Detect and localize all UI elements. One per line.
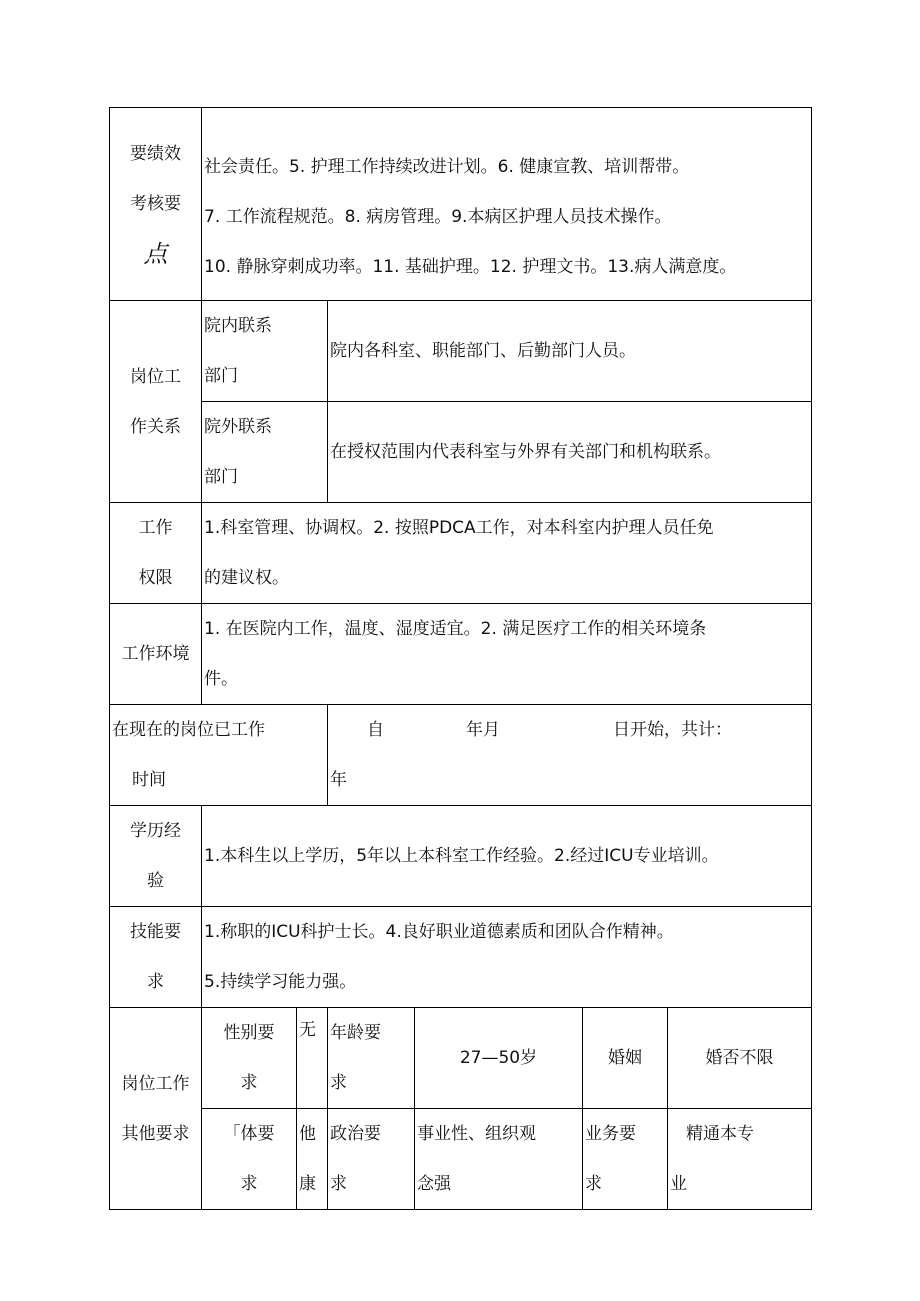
education-content: 1.本科生以上学历，5年以上本科室工作经验。2.经过ICU专业培训。 <box>202 806 812 907</box>
other-row-2 <box>110 1109 812 1210</box>
tenure-years: 年 <box>330 770 347 790</box>
label-line: 部门 <box>204 467 238 487</box>
performance-row <box>110 108 812 301</box>
value-line: 精通本专 <box>686 1124 754 1144</box>
body-label <box>202 1109 297 1210</box>
tenure-row <box>110 705 812 806</box>
job-description-table <box>109 107 812 1210</box>
label-line: 验 <box>147 871 164 891</box>
business-value <box>668 1109 812 1210</box>
internal-contact-label <box>202 301 328 402</box>
label-line: 要绩效 <box>130 144 181 164</box>
label-line: 年龄要 <box>330 1023 381 1043</box>
value-line: 康 <box>299 1174 316 1194</box>
environment-line: 件。 <box>204 669 238 689</box>
performance-line: 7. 工作流程规范。8. 病房管理。9.本病区护理人员技术操作。 <box>204 207 672 227</box>
education-row <box>110 806 812 907</box>
label-line: 求 <box>330 1174 347 1194</box>
label-line: 性别要 <box>223 1023 275 1043</box>
label-line: 技能要 <box>130 922 181 942</box>
marriage-value: 婚否不限 <box>668 1008 812 1109</box>
label-line: 在现在的岗位已工作 <box>112 720 265 740</box>
tenure-line <box>330 705 811 755</box>
environment-content <box>202 604 812 705</box>
value-line: 念强 <box>417 1174 451 1194</box>
label-line: 学历经 <box>130 821 181 841</box>
value-line: 他 <box>299 1124 316 1144</box>
relations-label <box>110 301 202 503</box>
tenure-from: 自 <box>367 720 384 740</box>
marriage-label: 婚姻 <box>583 1008 668 1109</box>
performance-line: 10. 静脉穿刺成功率。11. 基础护理。12. 护理文书。13.病人满意度。 <box>204 257 737 277</box>
authority-label <box>110 503 202 604</box>
label-line: 其他要求 <box>121 1123 190 1144</box>
age-value: 27—50岁 <box>415 1008 583 1109</box>
tenure-day-start: 日开始，共计： <box>613 720 732 740</box>
label-line: 岗位工作 <box>121 1073 190 1094</box>
label-line: 「体要 <box>223 1124 275 1144</box>
tenure-value <box>328 705 812 806</box>
gender-value: 无 <box>297 1008 328 1109</box>
authority-line: 1.科室管理、协调权。2. 按照PDCA工作，对本科室内护理人员任免 <box>204 518 714 538</box>
politics-value <box>415 1109 583 1210</box>
label-line: 时间 <box>132 770 166 790</box>
other-label <box>110 1008 202 1210</box>
label-line: 工作 <box>138 518 173 538</box>
other-row-1 <box>110 1008 812 1109</box>
relations-external-row <box>110 402 812 503</box>
authority-line: 的建议权。 <box>204 568 289 588</box>
performance-line: 社会责任。5. 护理工作持续改进计划。6. 健康宣教、培训帮带。 <box>204 157 690 177</box>
business-label <box>583 1109 668 1210</box>
performance-content <box>202 108 812 301</box>
label-line: 院外联系 <box>204 417 272 437</box>
label-line: 岗位工 <box>130 366 181 387</box>
label-line: 部门 <box>204 366 238 386</box>
skills-content <box>202 907 812 1008</box>
label-line: 考核要 <box>130 194 181 214</box>
external-contact-label <box>202 402 328 503</box>
label-line: 求 <box>240 1174 258 1194</box>
authority-content <box>202 503 812 604</box>
skills-label <box>110 907 202 1008</box>
environment-line: 1. 在医院内工作，温度、湿度适宜。2. 满足医疗工作的相关环境条 <box>204 619 707 639</box>
internal-contact-value: 院内各科室、职能部门、后勤部门人员。 <box>328 301 812 402</box>
politics-label <box>328 1109 415 1210</box>
gender-label <box>202 1008 297 1109</box>
label-line: 求 <box>330 1073 347 1093</box>
skills-line: 5.持续学习能力强。 <box>204 972 357 992</box>
label-line: 求 <box>147 972 164 992</box>
label-line: 院内联系 <box>204 316 272 336</box>
external-contact-value: 在授权范围内代表科室与外界有关部门和机构联系。 <box>328 402 812 503</box>
skills-row <box>110 907 812 1008</box>
label-line: 求 <box>240 1073 258 1093</box>
value-line: 业 <box>670 1174 687 1194</box>
label-line: 求 <box>585 1174 602 1194</box>
authority-row <box>110 503 812 604</box>
value-line: 事业性、组织观 <box>417 1124 536 1144</box>
skills-line: 1.称职的ICU科护士长。4.良好职业道德素质和团队合作精神。 <box>204 922 674 942</box>
tenure-year-month: 年月 <box>466 720 500 740</box>
age-label <box>328 1008 415 1109</box>
label-line: 点 <box>143 240 168 268</box>
label-line: 业务要 <box>585 1124 636 1144</box>
label-line: 政治要 <box>330 1124 381 1144</box>
education-label <box>110 806 202 907</box>
label-line: 作关系 <box>130 416 181 437</box>
body-value <box>297 1109 328 1210</box>
relations-internal-row <box>110 301 812 402</box>
environment-label: 工作环境 <box>110 604 202 705</box>
environment-row <box>110 604 812 705</box>
performance-label <box>110 108 202 301</box>
tenure-label <box>110 705 328 806</box>
label-line: 权限 <box>138 568 173 588</box>
